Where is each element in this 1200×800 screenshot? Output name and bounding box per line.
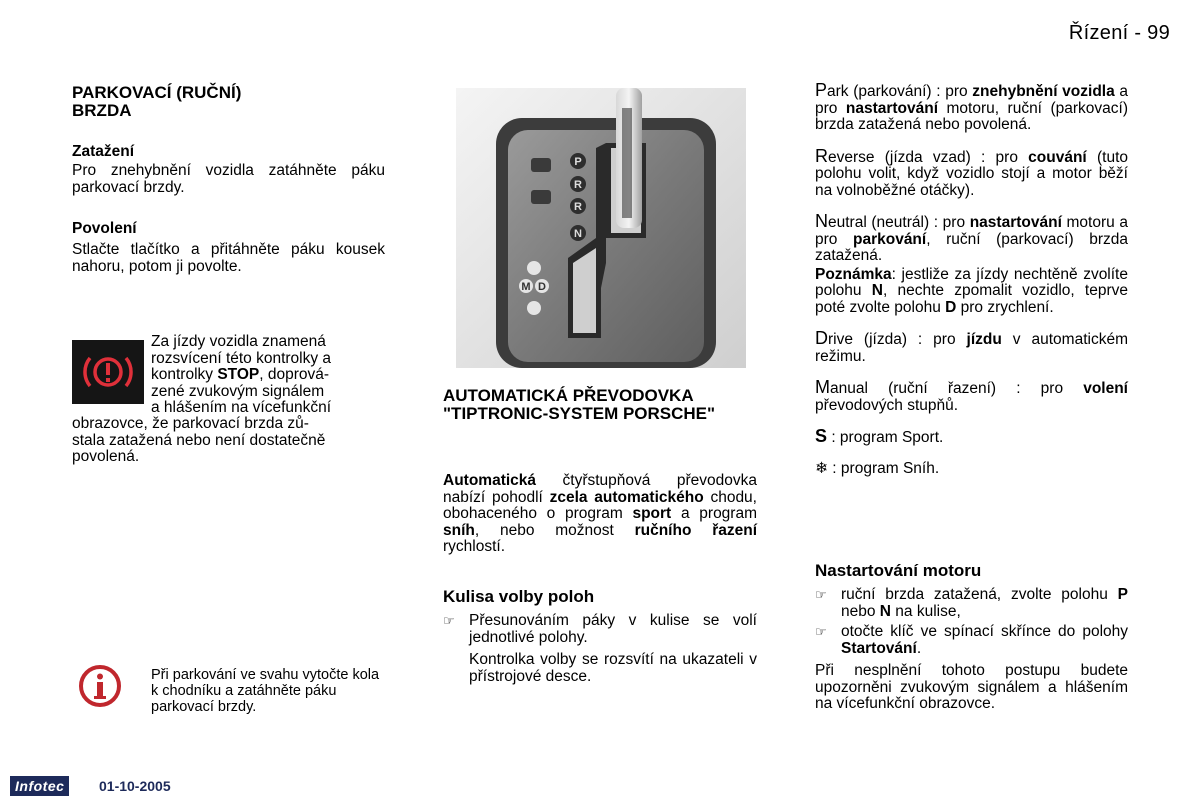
- bold-term: nastartování: [969, 214, 1062, 231]
- povoleni-text: Stlačte tlačítko a přitáhněte páku kousek nahoru, potom ji povolte.: [72, 241, 385, 275]
- warning-paragraph-bottom: [72, 416, 385, 466]
- warning-line: rozsvícení této kontrolky a: [151, 349, 332, 367]
- text-run: P: [815, 80, 828, 100]
- park-description: [815, 82, 1128, 134]
- parking-brake-warning-icon: [72, 340, 144, 404]
- text-run: : jestliže za jízdy nechtěně zvolíte polohu: [815, 265, 1128, 299]
- parking-brake-heading: PARKOVACÍ (RUČNÍ) BRZDA: [72, 83, 242, 120]
- bold-term: znehybnění vozidla: [972, 83, 1115, 100]
- text-run: D: [815, 328, 828, 348]
- text-run: .: [916, 639, 922, 657]
- bold-term: D: [945, 298, 957, 316]
- text-run: everse (jízda vzad) : pro: [828, 148, 1029, 166]
- text-run: ark (parkování) : pro: [827, 83, 973, 100]
- text-run: ruční brzda zatažená, zvolte polohu: [841, 586, 1118, 603]
- publication-date: 01-10-2005: [99, 778, 171, 794]
- text-run: na kulise,: [891, 602, 961, 620]
- warning-line: a hlášením na vícefunkční: [151, 399, 332, 416]
- engine-start-heading: Nastartování motoru: [815, 561, 982, 580]
- snow-description: [815, 461, 1128, 478]
- zatazeni-text: Pro znehybnění vozidla zatáhněte páku parkovací brzdy.: [72, 162, 385, 196]
- warning-line: obrazovce, že parkovací brzda zů-: [72, 415, 309, 432]
- manual-description: [815, 379, 1128, 414]
- list-item: [443, 613, 757, 646]
- automatic-intro-text: [443, 473, 757, 556]
- text-run: anual (ruční řazení) : pro: [830, 380, 1084, 397]
- neutral-description: [815, 213, 1128, 265]
- list-item: [815, 587, 1128, 620]
- engine-start-steps: [815, 587, 1128, 657]
- bullet-text: Kontrolka volby se rozsvítí na ukazateli v přístrojové desce.: [469, 651, 757, 685]
- bold-term: nastartování: [845, 99, 939, 117]
- bold-term: N: [879, 602, 891, 620]
- info-icon: [78, 664, 122, 708]
- text-run: N: [815, 211, 828, 231]
- sport-description: [815, 428, 1128, 447]
- page-title: Řízení - 99: [1068, 22, 1170, 44]
- svg-text:M: M: [521, 281, 531, 293]
- text-run: : program Sport.: [827, 429, 944, 446]
- bold-term: Startování: [841, 639, 917, 657]
- svg-text:R: R: [574, 179, 582, 191]
- warning-text: kontrolky: [151, 366, 218, 383]
- bold-term: P: [1117, 586, 1128, 603]
- text-run: M: [815, 377, 830, 397]
- list-item: [443, 652, 757, 685]
- warning-line: stala zatažená nebo není dostatečně: [72, 431, 326, 449]
- warning-line: povolená.: [72, 448, 140, 465]
- svg-text:P: P: [574, 156, 582, 168]
- bold-term: sport: [632, 505, 672, 522]
- stop-label: STOP: [217, 366, 260, 383]
- text-run: rive (jízda) : pro: [828, 331, 967, 348]
- bold-term: ručního řazení: [634, 521, 758, 539]
- bold-term: N: [871, 282, 883, 299]
- text-run: chodu, obohaceného o program: [443, 488, 757, 522]
- gear-selector-photo: [456, 88, 746, 368]
- kulisa-bullets: [443, 613, 757, 685]
- bold-term: volení: [1083, 380, 1128, 397]
- bold-term: S: [815, 426, 828, 446]
- bold-term: Poznámka: [815, 265, 892, 283]
- text-run: nebo: [841, 602, 880, 620]
- drive-description: [815, 330, 1128, 365]
- svg-text:R: R: [574, 201, 582, 213]
- warning-line: zené zvukovým signálem: [151, 382, 325, 400]
- povoleni-subheading: Povolení: [72, 220, 137, 237]
- bold-term: Automatická: [443, 472, 537, 489]
- text-run: eutral (neutrál) : pro: [828, 214, 970, 231]
- snowflake-icon: ❄: [815, 459, 828, 477]
- bold-term: zcela automatického: [549, 488, 704, 506]
- infotec-logo: Infotec: [10, 776, 69, 796]
- text-run: a pro: [815, 83, 1128, 117]
- text-run: , ruční (parkovací) brzda zatažená.: [815, 230, 1128, 264]
- warning-line: Za jízdy vozidla znamená: [151, 333, 326, 350]
- text-run: R: [815, 145, 828, 166]
- gear-positions-list: [815, 82, 1128, 477]
- bold-term: jízdu: [966, 331, 1002, 348]
- zatazeni-subheading: Zatažení: [72, 143, 135, 160]
- text-run: pro zrychlení.: [956, 298, 1054, 316]
- kulisa-heading: Kulisa volby poloh: [443, 587, 595, 606]
- reverse-description: [815, 145, 1128, 200]
- svg-text:D: D: [538, 281, 546, 293]
- text-run: , nechte zpomalit vozidlo, teprve poté zvolte polohu: [815, 282, 1129, 316]
- list-item: [815, 624, 1128, 657]
- bold-term: couvání: [1028, 148, 1087, 166]
- pointing-hand-icon: ☞: [815, 624, 827, 639]
- pointing-hand-icon: ☞: [815, 587, 827, 602]
- text-run: (tuto polohu volit, když vozidlo stojí a motor běží na volnoběžné otáčky).: [815, 148, 1128, 199]
- info-text: Při parkování ve svahu vytočte kola k chodníku a zatáhněte páku parkovací brzdy.: [151, 667, 380, 715]
- bold-term: parkování: [852, 230, 927, 248]
- warning-text: , doprová-: [259, 366, 330, 383]
- text-run: a program: [671, 505, 757, 522]
- text-run: otočte klíč ve spínací skřínce do polohy: [841, 623, 1128, 640]
- text-run: : program Sníh.: [828, 459, 940, 477]
- text-run: převodových stupňů.: [815, 396, 959, 414]
- svg-text:N: N: [574, 228, 582, 240]
- warning-line: [151, 367, 385, 384]
- pointing-hand-icon: ☞: [443, 613, 455, 628]
- warning-paragraph-top: [151, 334, 385, 417]
- text-run: rychlostí.: [443, 538, 506, 555]
- automatic-gearbox-heading: AUTOMATICKÁ PŘEVODOVKA "TIPTRONIC-SYSTEM PORSCHE": [443, 386, 716, 423]
- bullet-text: Přesunováním páky v kulise se volí jednotlivé polohy.: [469, 612, 757, 646]
- text-run: čtyřstupňová převodovka nabízí pohodlí: [443, 472, 757, 506]
- bold-term: sníh: [443, 521, 475, 539]
- text-run: motoru, ruční (parkovací) brzda zatažená nebo povolená.: [815, 99, 1128, 133]
- neutral-note: [815, 267, 1128, 317]
- engine-start-warning: Při nesplnění tohoto postupu budete upozorněni zvukovým signálem a hlášením na vícefunkční obrazovce.: [815, 662, 1128, 712]
- text-run: , nebo možnost: [474, 521, 635, 539]
- text-run: v automatickém režimu.: [815, 331, 1128, 365]
- text-run: motoru a pro: [815, 214, 1128, 248]
